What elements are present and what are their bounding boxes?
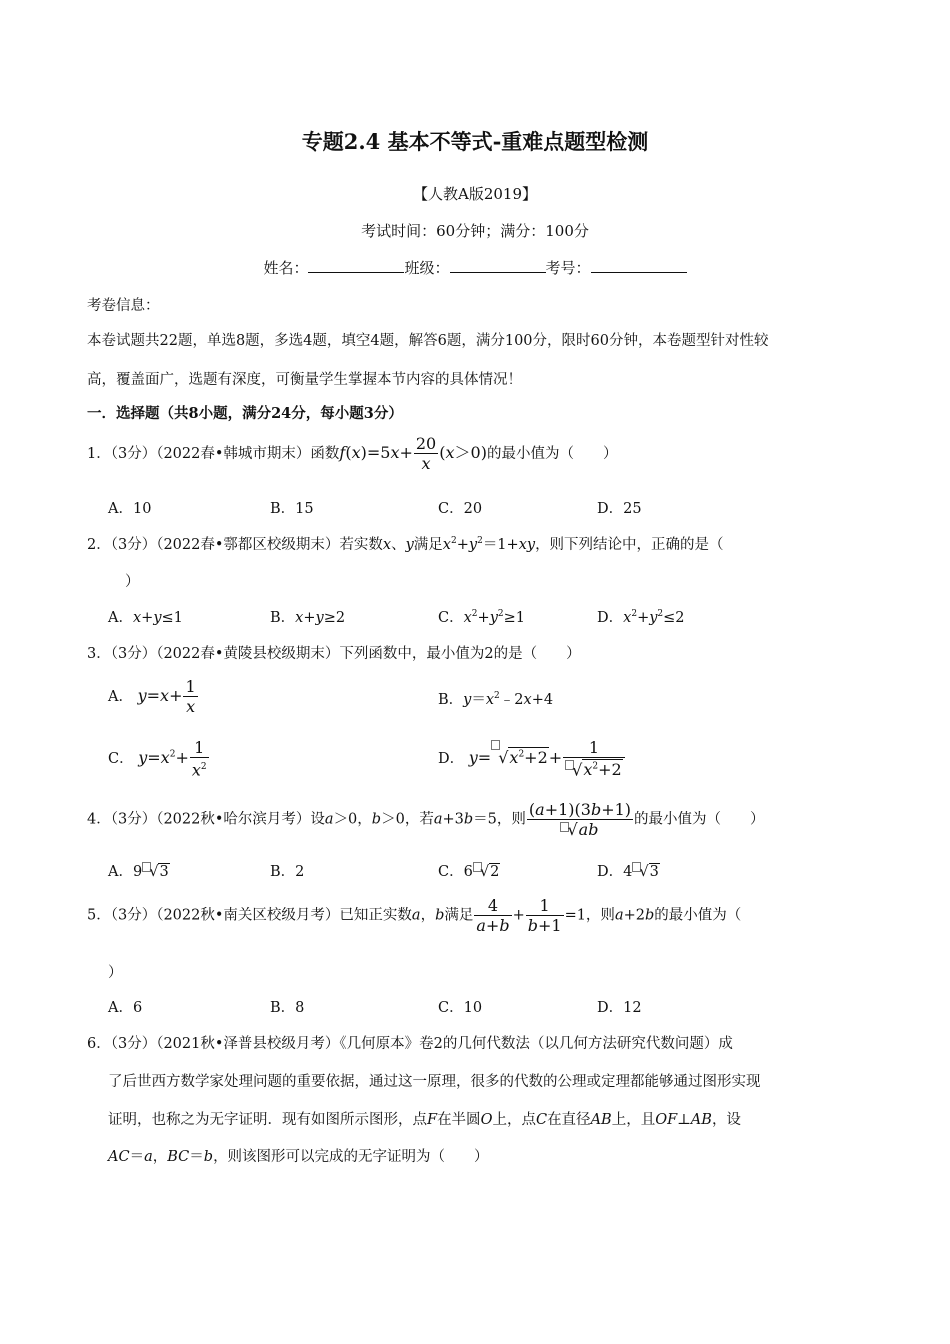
q1-fraction: $\frac{20}{x}$ xyxy=(415,434,437,473)
q4-option-a[interactable]: A．9 √3 xyxy=(108,864,169,880)
name-blank xyxy=(308,258,404,273)
q4-option-c[interactable]: C．6 √2 xyxy=(438,864,500,880)
q1-prefix: 1．（3分）（2022春•韩城市期末）函数 xyxy=(87,446,340,462)
q1-formula: f(x)=5x+ $\frac{20}{x}$ (x＞0) xyxy=(339,434,487,473)
q2-line-2: ） xyxy=(125,574,140,590)
number-label: 考号： xyxy=(545,259,591,277)
page-title: 专题2.4 基本不等式-重难点题型检测 xyxy=(301,129,649,154)
q1-option-d[interactable]: D．25 xyxy=(597,501,642,517)
q2-option-b[interactable]: B．x+y≥2 xyxy=(270,610,346,626)
q2-prefix: 2．（3分）（2022春•鄠都区校级期末）若实数 xyxy=(87,537,383,553)
q6-line-4: AC＝a，BC＝b，则该图形可以完成的无字证明为（ ） xyxy=(108,1149,489,1165)
q4-fraction: $\frac{(a+1)(3b+1)}{√ab}$ xyxy=(528,800,632,839)
q5-prefix: 5．（3分）（2022秋•南关区校级月考）已知正实数 xyxy=(87,907,412,924)
q2-option-d[interactable]: D．$x^2+y^2\le 2$ xyxy=(597,609,685,626)
q5-option-a[interactable]: A．6 xyxy=(108,1000,143,1016)
q4-option-d[interactable]: D．4 √3 xyxy=(597,864,659,880)
info-label: 考卷信息： xyxy=(87,298,160,314)
name-label: 姓名： xyxy=(263,259,309,277)
question-4: 4．（3分）（2022秋•哈尔滨月考）设a＞0，b＞0，若a+3b＝5，则 $\frac{(a+1)(3b+1)}{√ab}$ 的最小值为（ ） xyxy=(87,800,765,839)
number-blank xyxy=(591,258,687,273)
question-3: 3．（3分）（2022春•黄陵县校级期末）下列函数中，最小值为2的是（ ） xyxy=(87,646,581,662)
question-1 xyxy=(87,434,617,473)
q5-option-c[interactable]: C．10 xyxy=(438,1000,483,1016)
info-line-2: 高，覆盖面广，选题有深度，可衡量学生掌握本节内容的具体情况！ xyxy=(87,372,522,388)
q2-option-c[interactable]: C．$x^2+y^2\ge 1$ xyxy=(438,609,525,626)
q6-line-2: 了后世西方数学家处理问题的重要依据，通过这一原理，很多的代数的公理或定理都能够通过图形实现 xyxy=(108,1074,761,1090)
section-heading: 一．选择题（共8小题，满分24分，每小题3分） xyxy=(87,405,403,422)
q4-prefix: 4．（3分）（2022秋•哈尔滨月考）设 xyxy=(87,811,325,828)
edition: 【人教A版2019】 xyxy=(412,185,537,203)
class-blank xyxy=(450,258,546,273)
q6-line-3: 证明，也称之为无字证明．现有如图所示图形，点F在半圆O上，点C在直径AB上，且OF⊥AB，设 xyxy=(108,1112,741,1128)
q6-line-1: 6．（3分）（2021秋•泽普县校级月考）《几何原本》卷2的几何代数法（以几何方法研究代数问题）成 xyxy=(87,1036,733,1052)
q1-option-b[interactable]: B．15 xyxy=(270,501,314,517)
q5-option-d[interactable]: D．12 xyxy=(597,1000,642,1016)
q3-option-d[interactable]: D． $y= √x^2+2+$ $\frac{1}{√x^2+2}$ xyxy=(438,738,626,779)
info-line-1: 本卷试题共22题，单选8题，多选4题，填空4题，解答6题，满分100分，限时60分钟，本卷题型针对性较 xyxy=(87,333,769,349)
q3-option-c[interactable]: C． $y=x^2+$ $\frac{1}{x^2}$ xyxy=(108,738,207,780)
q1-option-c[interactable]: C．20 xyxy=(438,501,483,517)
q1-option-a[interactable]: A．10 xyxy=(108,501,152,517)
student-info-line xyxy=(0,257,950,278)
q2-option-a[interactable]: A．x+y≤1 xyxy=(108,610,183,626)
q5-option-b[interactable]: B．8 xyxy=(270,1000,305,1016)
question-2: 2．（3分）（2022春•鄠都区校级期末）若实数x、y满足$x^2+y^2=1+xy$，则下列结论中，正确的是（ xyxy=(87,536,724,553)
q3-option-a[interactable]: A． y=x+ $\frac{1}{x}$ xyxy=(108,677,196,716)
q4-suffix: 的最小值为（ ） xyxy=(634,811,765,828)
q5-line-2: ） xyxy=(108,965,123,981)
q1-suffix: 的最小值为（ ） xyxy=(486,446,618,462)
class-label: 班级： xyxy=(404,259,450,277)
q4-option-b[interactable]: B．2 xyxy=(270,864,305,880)
q3-option-b[interactable]: B．$y=x^2﹣2x+4$ xyxy=(438,691,554,708)
question-5: 5．（3分）（2022秋•南关区校级月考）已知正实数a，b满足 $\frac{4}{a+b}$ + $\frac{1}{b+1}$ =1，则a+2b的最小值为（ xyxy=(87,896,742,935)
exam-time: 考试时间：60分钟；满分：100分 xyxy=(361,222,589,240)
